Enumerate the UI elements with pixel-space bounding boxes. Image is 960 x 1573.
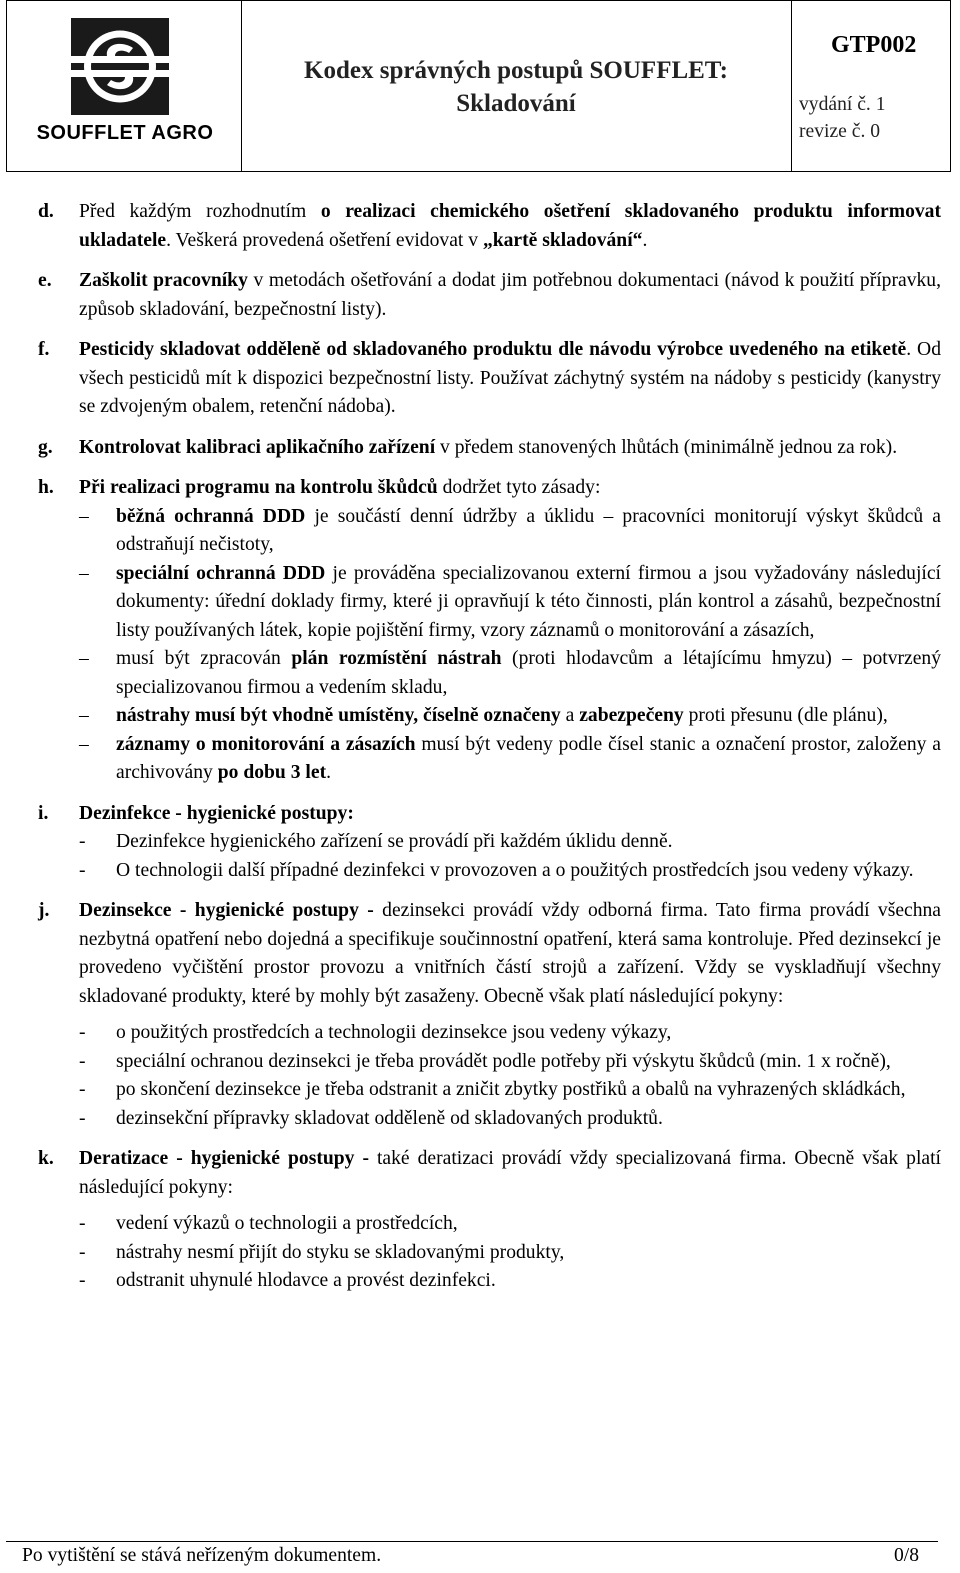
item-f [38,336,941,422]
dash-marker: – [79,562,89,584]
dash-marker: - [79,1107,86,1129]
list-item-text [116,560,941,646]
dash-marker: - [79,1213,86,1234]
title-cell [241,1,792,171]
item-text [79,336,941,422]
text-bold: Dezinsekce - hygienické postupy - [79,900,374,921]
list-item-text: nástrahy nesmí přijít do styku se skladovanými produkty, [116,1241,565,1263]
text-run: je prováděna specializovanou externí firmou a jsou vyžadovány následující dokumenty: úřední doklady firmy, které ji opravňují k této činnosti, plán kontrol a zásahů, bezpečnostní listy používaných látek, kopie pojištění firmy, vzory záznamů o monitorování a zásazích, [116,562,941,641]
logo-text: SOUFFLET AGRO [36,122,214,144]
text-run: a [560,705,580,726]
text-bold: o realizaci chemického ošetření skladovaného produktu informovat ukladatele [79,201,941,251]
item-d [38,198,941,255]
text-bold: Kontrolovat kalibraci aplikačního zařízení [79,436,436,458]
item-text [79,198,941,255]
version-info [799,91,886,145]
logo-cell [7,1,242,171]
dash-marker: – [79,648,89,669]
text-run: Před každým rozhodnutím [79,201,321,222]
dash-marker: - [79,1022,86,1043]
text-bold: běžná ochranná DDD [116,505,306,527]
text-run: dodržet tyto zásady: [437,477,601,498]
text-run: (proti hlodavcům a létajícímu hmyzu) – potvrzený specializovanou firmou a vedením skladu, [116,648,941,698]
text-bold: Dezinfekce - hygienické postupy: [79,802,354,824]
list-item [79,1239,941,1268]
text-bold: „kartě skladování“ [482,229,643,251]
dash-marker: – [79,705,89,726]
text-run: také deratizaci provádí vždy specializovaná firma. Obecně však platí následující pokyny: [79,1148,941,1198]
list-item [79,560,941,646]
text-run: v předem stanovených lhůtách (minimálně jednou za rok). [435,436,898,458]
text-run: . [326,762,331,783]
list-item [79,1048,941,1077]
item-e [38,267,941,324]
dash-marker: - [79,1079,86,1100]
text-bold: záznamy o monitorování a zásazích [116,733,416,755]
text-run: musí být vedeny podle čísel stanic a označení prostor, založeny a archivovány [116,733,941,783]
text-run: dezinsekci provádí vždy odborná firma. Tato firma provádí všechna nezbytná opatření nebo dojedná a specifikuje součinnostní opatření, která sama kontroluje. Před dezinsekcí je provedeno vyčištění prostor provozu a vnitřních částí strojů a zařízení. Vždy se vyskladňují všechny skladované produkty, které by mohly být zasaženy. Obecně však platí následující pokyny: [79,900,942,1007]
list-item-text: dezinsekční přípravky skladovat odděleně od skladovaných produktů. [116,1107,663,1129]
dash-marker: - [79,1241,86,1263]
list-item [79,1076,941,1105]
text-bold: Zaškolit pracovníky [79,270,248,291]
list-item-text: speciální ochranou dezinsekci je třeba provádět podle potřeby při výskytu škůdců (min. 1 x ročně), [116,1050,891,1072]
list-item [79,1105,941,1134]
list-item-text: o použitých prostředcích a technologii dezinsekce jsou vedeny výkazy, [116,1022,672,1043]
list-item [79,731,941,788]
item-i [38,800,941,886]
dash-marker: - [79,859,86,881]
list-item-text: vedení výkazů o technologii a prostředcích, [116,1213,458,1234]
footer-divider [6,1541,938,1542]
text-bold: zabezpečeny [579,705,684,726]
list-item-text [116,503,941,560]
item-label: h. [38,477,54,498]
list-item-text [116,731,941,788]
text-run: . [642,229,648,251]
document-code: GTP002 [831,32,917,58]
footer-note: Po vytištění se stává neřízeným dokumentem. [22,1545,382,1566]
list-item-text: Dezinfekce hygienického zařízení se provádí při každém úklidu denně. [116,831,673,852]
text-bold: speciální ochranná DDD [116,562,326,584]
list-item-text: O technologii další případné dezinfekci v provozoven a o použitých prostředcích jsou vedeny výkazy. [116,859,914,881]
text-run: je součástí denní údržby a úklidu – pracovníci monitorují výskyt škůdců a odstraňují nečistoty, [116,505,941,555]
list-item [79,828,941,857]
item-label: d. [38,201,54,222]
item-g [38,434,941,463]
text-run: . Od všech pesticidů mít k dispozici bezpečnostní listy. Používat záchytný systém na nádoby s pesticidy (kanystry se zdvojeným obalem, retenční nádoba). [79,339,941,417]
text-bold: nástrahy musí být vhodně umístěny, číselně označeny [116,705,561,726]
list-item-text [116,645,941,702]
document-header [6,0,951,172]
title-line-2: Skladování [456,90,576,117]
item-label: g. [38,436,53,458]
list-item [79,1019,941,1048]
text-bold: po dobu 3 let [217,762,327,783]
item-text [79,897,941,1011]
dash-marker: – [79,733,89,755]
list-item [79,1210,941,1239]
revision-number: revize č. 0 [799,121,881,142]
text-run: musí být zpracován [116,648,292,669]
item-text [79,800,941,829]
document-title [241,54,791,120]
list-item [79,645,941,702]
dash-marker: - [79,831,86,852]
text-run: v metodách ošetřování a dodat jim potřebnou dokumentaci (návod k použití přípravku, způsob skladování, bezpečnostní listy). [79,270,941,320]
list-item-text: odstranit uhynulé hlodavce a provést dezinfekci. [116,1270,496,1291]
list-item [79,702,941,731]
item-label: f. [38,339,50,360]
item-text [79,1145,941,1202]
item-label: i. [38,802,49,824]
list-item [79,857,941,886]
text-bold: Pesticidy skladovat odděleně od skladovaného produktu dle návodu výrobce uvedeného na etiketě [79,339,907,360]
item-text [79,434,941,463]
item-k [38,1145,941,1296]
text-bold: Deratizace - hygienické postupy - [79,1148,369,1169]
item-label: e. [38,270,52,291]
page-number: 0/8 [894,1545,920,1566]
text-run: . Veškerá provedená ošetření evidovat v [166,229,483,251]
item-label: j. [38,900,50,921]
dash-marker: – [79,505,89,527]
edition-number: vydání č. 1 [799,94,886,115]
item-text [79,267,941,324]
list-item-text [116,702,941,731]
item-j [38,897,941,1133]
item-label: k. [38,1148,54,1169]
code-cell [791,1,951,171]
text-bold: plán rozmístění nástrah [291,648,502,669]
list-item-text: po skončení dezinsekce je třeba odstranit a zničit zbytky postřiků a obalů na vyhrazených skládkách, [116,1079,906,1100]
title-line-1: Kodex správných postupů SOUFFLET: [304,57,728,84]
item-h [38,474,941,788]
item-text [79,474,941,503]
dash-marker: - [79,1050,86,1072]
text-run: proti přesunu (dle plánu), [683,705,888,726]
document-body [38,198,941,1296]
dash-marker: - [79,1270,86,1291]
soufflet-logo-icon [71,18,169,115]
text-bold: Při realizaci programu na kontrolu škůdců [79,477,438,498]
list-item [79,503,941,560]
list-item [79,1267,941,1296]
